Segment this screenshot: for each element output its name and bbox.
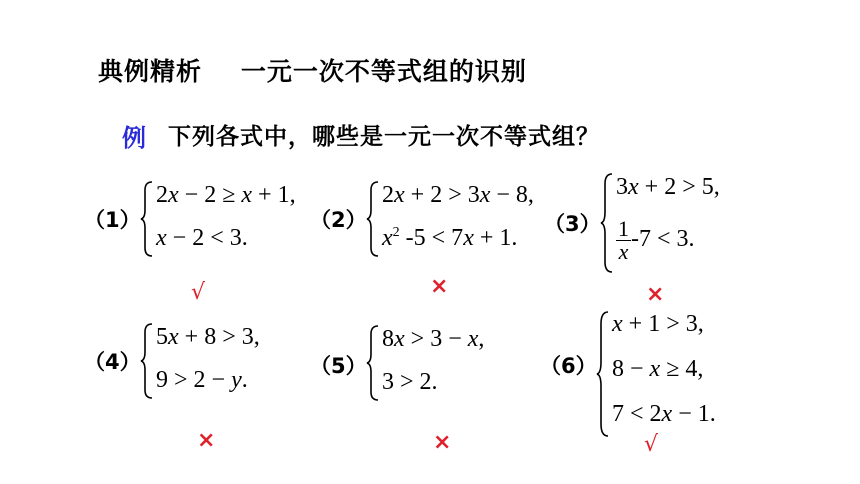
item-number: （6） — [540, 354, 597, 378]
section-topic: 一元一次不等式组的识别 — [240, 57, 527, 86]
inequality-line: 3x + 2 > 5, — [616, 174, 720, 200]
example-label: 例 — [122, 124, 146, 152]
result-mark: × — [433, 430, 452, 455]
result-mark: × — [197, 428, 216, 453]
inequality-line: 3 > 2. — [382, 369, 438, 395]
inequality-line: 8x > 3 − x, — [382, 326, 485, 352]
inequality-line: 7 < 2x − 1. — [612, 401, 716, 427]
result-mark: √ — [191, 280, 206, 305]
item-number: （2） — [310, 208, 367, 232]
inequality-line: x − 2 < 3. — [156, 225, 248, 251]
left-brace-icon — [140, 322, 154, 400]
left-brace-icon — [140, 180, 154, 258]
left-brace-icon — [366, 180, 380, 258]
item-number: （4） — [84, 350, 141, 374]
inequality-line: 8 − x ≥ 4, — [612, 356, 704, 382]
inequality-line: $\frac{1}{x}$ -7 < 3. — [618, 216, 695, 264]
inequality-line: 2x + 2 > 3x − 8, — [382, 182, 534, 208]
section-heading — [98, 52, 527, 88]
left-brace-icon — [600, 172, 614, 274]
item-number: （3） — [544, 212, 601, 236]
item-number: （1） — [84, 208, 141, 232]
item-number: （5） — [310, 354, 367, 378]
section-title: 典例精析 — [98, 57, 203, 86]
left-brace-icon — [596, 310, 610, 438]
inequality-line: 5x + 8 > 3, — [156, 324, 260, 350]
left-brace-icon — [366, 324, 380, 402]
inequality-line: 9 > 2 − y. — [156, 367, 248, 393]
result-mark: √ — [644, 432, 659, 457]
inequality-line: x + 1 > 3, — [612, 311, 704, 337]
inequality-line: 2x − 2 ≥ x + 1, — [156, 182, 296, 208]
question-text: 下列各式中，哪些是一元一次不等式组？ — [168, 124, 600, 150]
inequality-line: $x^2$ -5 < 7x + 1. — [382, 225, 518, 251]
result-mark: × — [646, 282, 665, 307]
result-mark: × — [430, 274, 449, 299]
